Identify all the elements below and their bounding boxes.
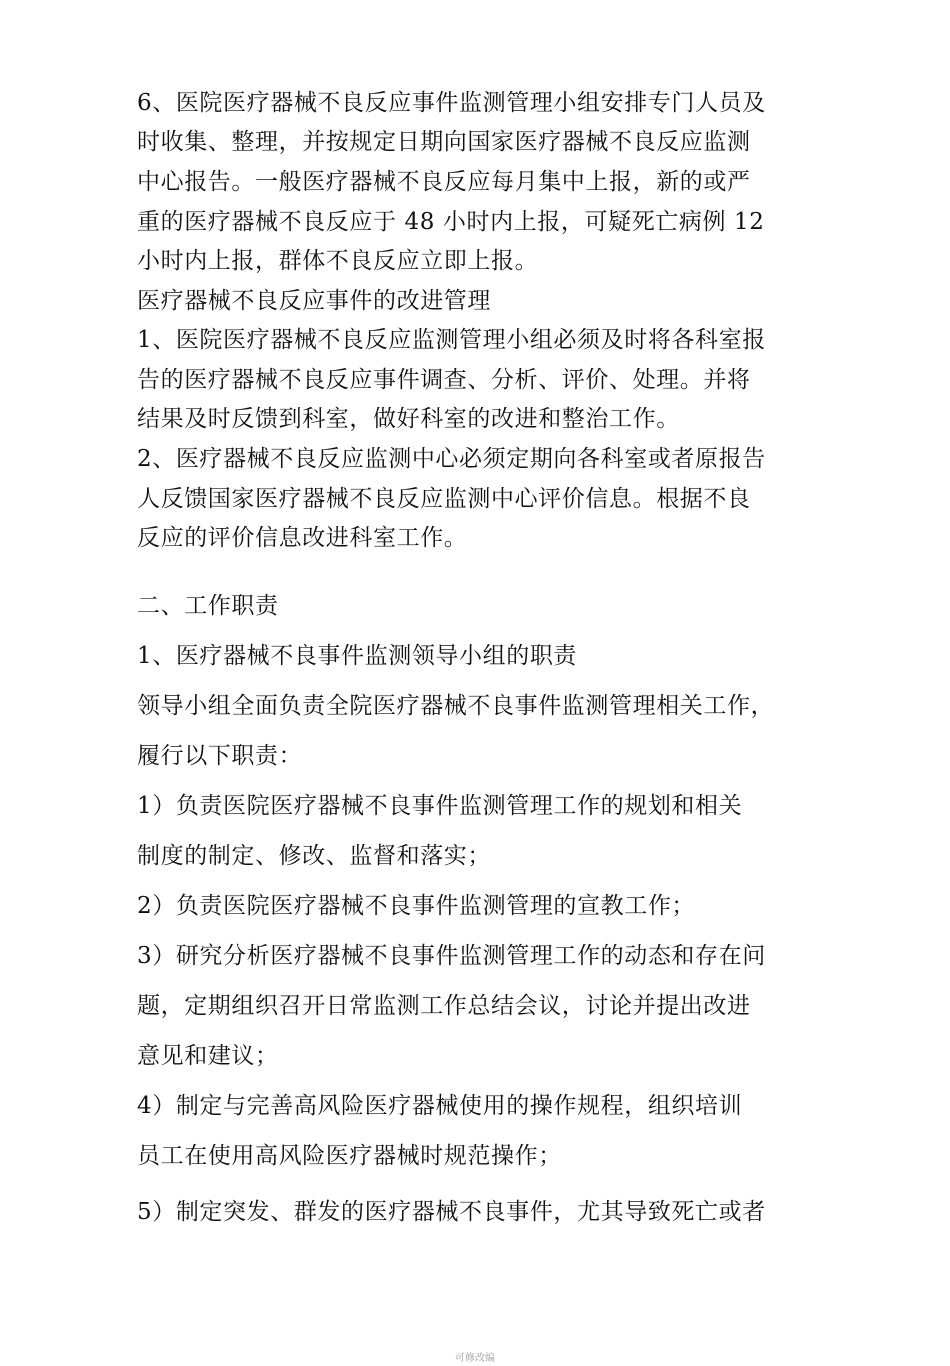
list-item: 4）制定与完善高风险医疗器械使用的操作规程，组织培训 [137, 1093, 743, 1119]
page-footer: 可修改编 [455, 1353, 495, 1364]
text-line: 题，定期组织召开日常监测工作总结会议，讨论并提出改进 [137, 993, 751, 1019]
text-line: 时收集、整理，并按规定日期向国家医疗器械不良反应监测 [137, 129, 751, 155]
text-line: 反应的评价信息改进科室工作。 [137, 525, 468, 551]
text-line: 领导小组全面负责全院医疗器械不良事件监测管理相关工作， [137, 693, 775, 719]
list-item: 1）负责医院医疗器械不良事件监测管理工作的规划和相关 [137, 793, 743, 819]
text-line: 人反馈国家医疗器械不良反应监测中心评价信息。根据不良 [137, 486, 751, 512]
text-line: 1、医院医疗器械不良反应监测管理小组必须及时将各科室报 [137, 327, 766, 353]
text-line: 结果及时反馈到科室，做好科室的改进和整治工作。 [137, 406, 680, 432]
section-heading: 二、工作职责 [137, 593, 279, 619]
text-line: 告的医疗器械不良反应事件调查、分析、评价、处理。并将 [137, 367, 751, 393]
list-item: 2）负责医院医疗器械不良事件监测管理的宣教工作； [137, 893, 696, 919]
text-line: 员工在使用高风险医疗器械时规范操作； [137, 1143, 562, 1169]
text-line: 制度的制定、修改、监督和落实； [137, 843, 491, 869]
text-line: 6、医院医疗器械不良反应事件监测管理小组安排专门人员及 [137, 90, 766, 116]
text-line: 重的医疗器械不良反应于 48 小时内上报，可疑死亡病例 12 [137, 209, 765, 235]
text-line: 2、医疗器械不良反应监测中心必须定期向各科室或者原报告 [137, 446, 766, 472]
text-line: 小时内上报，群体不良反应立即上报。 [137, 248, 539, 274]
text-line: 中心报告。一般医疗器械不良反应每月集中上报，新的或严 [137, 169, 751, 195]
subsection-heading: 1、医疗器械不良事件监测领导小组的职责 [137, 643, 578, 669]
list-item: 3）研究分析医疗器械不良事件监测管理工作的动态和存在问 [137, 943, 766, 969]
section-heading: 医疗器械不良反应事件的改进管理 [137, 288, 491, 314]
text-line: 履行以下职责： [137, 743, 303, 769]
list-item: 5）制定突发、群发的医疗器械不良事件，尤其导致死亡或者 [137, 1199, 766, 1225]
text-line: 意见和建议； [137, 1043, 279, 1069]
